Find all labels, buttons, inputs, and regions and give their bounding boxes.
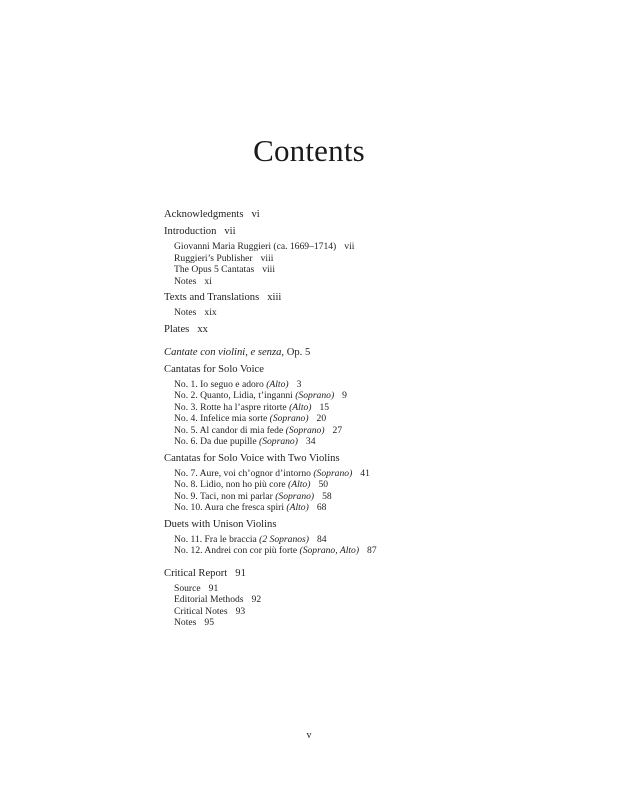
- toc-entry-page: xix: [204, 307, 217, 318]
- toc-entry-voice: (Soprano): [275, 490, 315, 502]
- toc-entry-page: 3: [296, 378, 302, 390]
- toc-entry: [164, 583, 584, 595]
- toc-entry-page: 91: [208, 582, 219, 594]
- toc-entry-title: Notes: [174, 275, 197, 287]
- toc-entry-page: vii: [344, 241, 355, 252]
- toc-entry-page: 50: [318, 479, 329, 490]
- toc-entry: [164, 323, 584, 336]
- toc-entry: [164, 346, 584, 359]
- toc-entry-page: vii: [224, 226, 236, 237]
- toc-entry: [164, 402, 584, 414]
- toc-entry-voice: (Alto): [289, 401, 312, 413]
- toc-entry-title: No. 11. Fra le braccia: [174, 533, 260, 545]
- toc-entry-page: viii: [262, 264, 275, 275]
- toc-entry: [164, 545, 584, 557]
- toc-entry: [164, 452, 584, 465]
- toc-entry-title: Duets with Unison Violins: [164, 518, 277, 530]
- toc-entry-page: xiii: [267, 292, 282, 303]
- toc-entry: [164, 534, 584, 546]
- toc-entry-voice: (Alto): [286, 502, 309, 513]
- toc-entry-page: 27: [332, 424, 343, 436]
- toc-entry-voice: (Soprano): [259, 436, 298, 447]
- toc-entry-page: vi: [251, 209, 260, 220]
- toc-entry-title: Notes: [174, 307, 197, 318]
- toc-entry-title: Notes: [174, 617, 197, 628]
- toc-entry-page: 84: [317, 533, 327, 545]
- toc-entry: [164, 379, 584, 391]
- toc-entry: [164, 518, 584, 531]
- toc-entry-title: Cantatas for Solo Voice with Two Violins: [164, 452, 340, 464]
- toc-entry-title: No. 6. Da due pupille: [174, 436, 259, 447]
- toc-entry-title: The Opus 5 Cantatas: [174, 264, 255, 275]
- toc-entry: [164, 241, 584, 253]
- toc-entry-page: xi: [204, 275, 212, 287]
- toc-entry-title: No. 4. Infelice mia sorte: [174, 413, 270, 424]
- toc-entry-title: Critical Notes: [174, 605, 228, 617]
- toc-entry-title: No. 5. Al candor di mia fede: [174, 424, 286, 436]
- toc-entry-page: 91: [235, 567, 246, 579]
- toc-entry-title: Ruggieri’s Publisher: [174, 252, 253, 264]
- toc-entry: [164, 208, 584, 221]
- toc-entry: [164, 253, 584, 265]
- toc-entry: [164, 390, 584, 402]
- toc-entry-page: 9: [342, 390, 347, 401]
- toc-entry-title: Introduction: [164, 226, 217, 237]
- toc-entry: [164, 617, 584, 629]
- toc-entry-title: No. 9. Taci, non mi parlar: [174, 490, 276, 502]
- toc-entry: [164, 264, 584, 276]
- toc-entry-voice: (2 Sopranos): [259, 533, 309, 545]
- toc-entry-title: No. 10. Aura che fresca spiri: [174, 502, 287, 513]
- toc-entry-page: 93: [235, 605, 246, 617]
- toc-entry-title-italic: Cantate con violini, e senza,: [164, 346, 285, 358]
- toc-entry-title: Editorial Methods: [174, 594, 244, 605]
- toc-entry-title: Op. 5: [284, 346, 311, 358]
- toc-entry-page: 34: [305, 436, 316, 447]
- toc-entry: [164, 291, 584, 304]
- toc-entry-title: No. 2. Quanto, Lidia, t’inganni: [174, 390, 296, 401]
- toc-entry-voice: (Alto): [266, 378, 289, 390]
- toc-entry: [164, 436, 584, 448]
- toc-entry-voice: (Soprano, Alto): [299, 545, 360, 556]
- toc-entry: [164, 491, 584, 503]
- toc-entry-page: 87: [367, 545, 377, 556]
- toc-entry-title: No. 1. Io seguo e adoro: [174, 378, 267, 390]
- toc-entry: [164, 594, 584, 606]
- toc-entry-voice: (Soprano): [295, 390, 335, 401]
- toc-entry-title: Critical Report: [164, 567, 228, 579]
- toc-entry: [164, 413, 584, 425]
- toc-entry: [164, 276, 584, 288]
- toc-entry: [164, 225, 584, 238]
- toc-entry-title: No. 12. Andrei con cor più forte: [174, 545, 300, 556]
- toc-entry: [164, 502, 584, 514]
- toc-entry-title: No. 3. Rotte ha l’aspre ritorte: [174, 401, 290, 413]
- toc-entry-title: Acknowledgments: [164, 209, 244, 220]
- toc-entry: [164, 479, 584, 491]
- toc-entry: [164, 468, 584, 480]
- toc-entry-page: 41: [360, 467, 370, 479]
- toc-entry-page: 20: [316, 413, 327, 424]
- toc-entry-title: Source: [174, 582, 201, 594]
- toc-entry: [164, 307, 584, 319]
- toc-entry-page: 15: [319, 401, 330, 413]
- toc-entry-title: No. 8. Lidio, non ho più core: [174, 479, 289, 490]
- toc-entry-page: viii: [260, 252, 274, 264]
- toc-entry-page: 95: [204, 617, 214, 628]
- toc-entry-title: No. 7. Aure, voi ch’ognor d’intorno: [174, 467, 314, 479]
- toc-entry-title: Cantatas for Solo Voice: [164, 363, 264, 375]
- toc-entry-voice: (Soprano): [313, 467, 353, 479]
- toc-entry-page: 92: [251, 594, 262, 605]
- toc-entry-page: xx: [197, 323, 208, 335]
- toc-entry-page: 68: [316, 502, 327, 513]
- toc-entry: [164, 425, 584, 437]
- page-number: v: [306, 730, 312, 741]
- table-of-contents: [164, 208, 584, 629]
- toc-entry-voice: (Soprano): [285, 424, 325, 436]
- toc-entry-title: Texts and Translations: [164, 292, 260, 303]
- toc-entry: [164, 567, 584, 580]
- toc-entry-page: 58: [322, 490, 332, 502]
- toc-entry-title: Giovanni Maria Ruggieri (ca. 1669–1714): [174, 241, 337, 252]
- toc-entry: [164, 363, 584, 376]
- page-title: Contents: [253, 133, 365, 168]
- toc-entry-voice: (Alto): [288, 479, 311, 490]
- toc-entry-voice: (Soprano): [269, 413, 309, 424]
- toc-entry: [164, 606, 584, 618]
- toc-entry-title: Plates: [164, 323, 190, 335]
